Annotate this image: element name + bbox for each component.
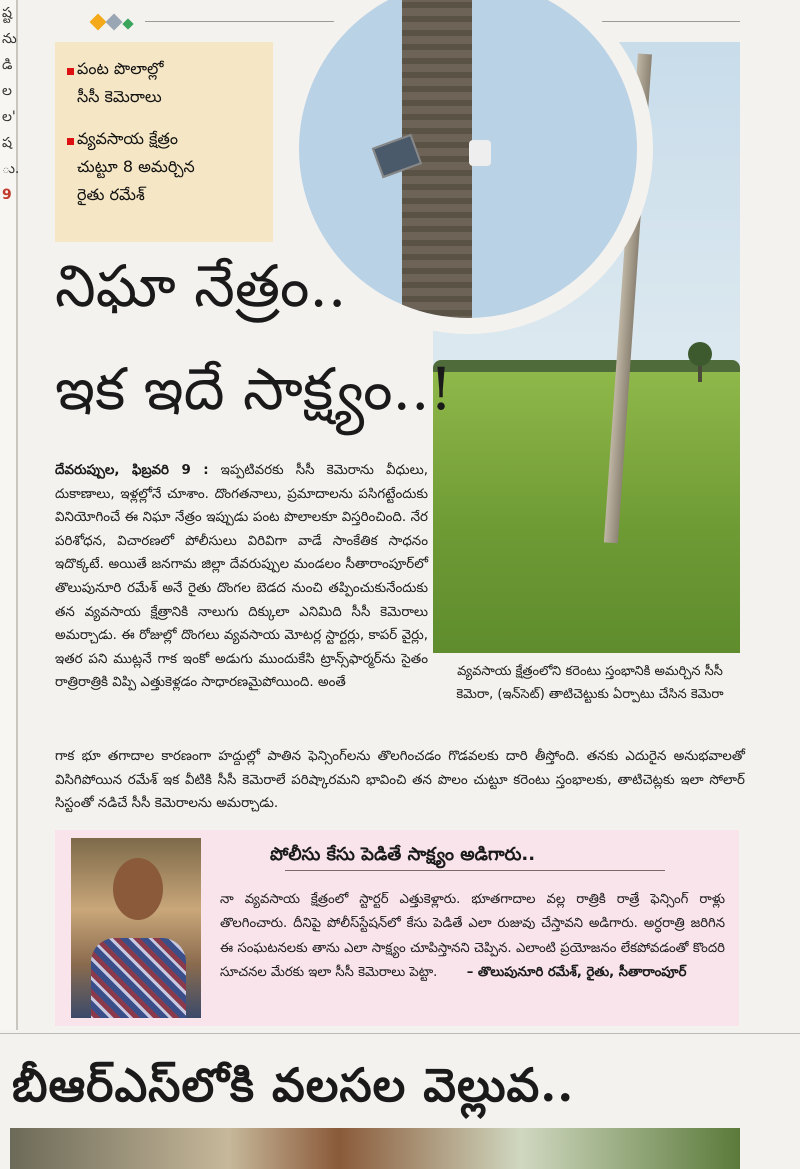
- adjacent-char: ల': [2, 109, 16, 125]
- bullet-icon: [67, 138, 74, 145]
- highlight-line: వ్యవసాయ క్షేత్రం: [77, 129, 178, 148]
- adjacent-column: [0, 0, 18, 1030]
- adjacent-char: ను: [2, 31, 17, 47]
- farmer-photo: [71, 838, 201, 1018]
- bullet-icon: [67, 68, 74, 75]
- diamond-icon: [122, 18, 133, 29]
- highlight-line: పంట పొలాల్లో: [77, 59, 164, 78]
- cctv-camera-icon: [469, 140, 491, 166]
- adjacent-char: ు.: [2, 161, 20, 177]
- second-headline: బీఆర్ఎస్‌లోకి వలసల వెల్లువ..: [12, 1058, 575, 1112]
- diamond-icon: [90, 14, 107, 31]
- adjacent-char: 9: [2, 187, 12, 203]
- highlights-box: [55, 42, 273, 242]
- quote-rule: [285, 870, 665, 871]
- headline-line1: నిఘా నేత్రం..: [55, 252, 347, 320]
- article-body-continued: గాక భూ తగాదాల కారణంగా హద్దుల్లో పాతిన ఫెన్సింగ్‌లను తొలగించడం గొడవలకు దారి తీస్తోంది. తనకు ఎదురైన అనుభవాలతో విసిగిపోయిన రమేశ్ ఇక వీటికి సీసీ కెమెరాలే పరిష్కారమని భావించి తన పొలం చుట్టూ కరెంటు స్తంభాలకు, తాటిచెట్లకు ఇలా సోలార్ సిస్టంతో నడిచే సీసీ కెమెరాలను అమర్చాడు.: [55, 749, 745, 812]
- diamond-icon: [106, 14, 123, 31]
- section-diamonds: [92, 13, 136, 32]
- adjacent-char: ల: [2, 83, 12, 99]
- second-article-photo: [10, 1128, 740, 1169]
- section-divider: [0, 1033, 800, 1034]
- photo-caption: వ్యవసాయ క్షేత్రంలోని కరెంటు స్తంభానికి అమర్చిన సీసీ కెమెరా, (ఇన్‌సెట్) తాటిచెట్టుకు ఏర్పాటు చేసిన కెమెరా: [456, 664, 724, 702]
- dateline: దేవరుప్పుల, ఫిబ్రవరి 9 :: [55, 463, 209, 478]
- article-body: [55, 459, 428, 695]
- adjacent-char: డి: [2, 57, 13, 73]
- adjacent-char: ష: [2, 135, 12, 151]
- quote-title: పోలీసు కేసు పెడితే సాక్ష్యం అడిగారు..: [270, 844, 536, 865]
- quote-box: [55, 830, 739, 1026]
- quote-text: [220, 888, 725, 986]
- palm-tree-icon: [685, 342, 715, 382]
- quote-body: నా వ్యవసాయ క్షేత్రంలో స్టార్టర్ ఎత్తుకెళ్లారు. భూతగాదాల వల్ల రాత్రికి రాత్రే ఫెన్సింగ్ రాళ్లు తొలగించారు. దీనిపై పోలీస్‌స్టేషన్‌లో కేసు పెడితే ఎలా రుజువు చేస్తావని అడిగారు. అర్ధరాత్రి జరిగిన ఈ సంఘటనలకు తాను ఎలా సాక్ష్యం చూపిస్తానని చెప్పిన. ఎలాంటి ప్రయోజనం లేకపోవడంతో కొందరి సూచనల మేరకు ఇలా సీసీ కెమెరాలు పెట్టా.: [220, 892, 725, 981]
- highlight-line: చుట్టూ 8 అమర్చిన: [77, 157, 195, 176]
- quote-attribution: – తొలుపునూరి రమేశ్, రైతు, సీతారాంపూర్: [466, 965, 687, 981]
- headline-line2: ఇక ఇదే సాక్ష్యం..!: [55, 355, 453, 423]
- article-paragraph: ఇప్పటివరకు సీసీ కెమెరాను వీధులు, దుకాణాలు, ఇళ్లల్లోనే చూశాం. దొంగతనాలు, ప్రమాదాలను పసిగట్టేందుకు వినియోగించే ఈ నిఘా నేత్రం ఇప్పుడు పంట పొలాలకూ విస్తరించింది. నేర పరిశోధన, విచారణలో పోలీసులు విరివిగా వాడే సాంకేతిక సాధనం ఇదొక్కటే. అయితే జనగామ జిల్లా దేవరుప్పుల మండలం సీతారాంపూర్‌లో తొలుపునూరి రమేశ్ అనే రైతు దొంగల బెడద నుంచి తప్పించుకునేందుకు తన వ్యవసాయ క్షేత్రానికి నాలుగు దిక్కులా ఎనిమిది సీసీ కెమెరాలు అమర్చాడు. ఈ రోజుల్లో దొంగలు వ్యవసాయ మోటర్ల స్టార్టర్లు, కాపర్ వైర్లు, ఇతర పని ముట్లనే గాక ఇంకో అడుగు ముందుకేసి ట్రాన్స్‌ఫార్మర్‌ను సైతం రాత్రిరాత్రికి విప్పి ఎత్తుకెళ్లడం సాధారణమైపోయింది. అంతే: [55, 463, 428, 691]
- adjacent-char: ష్ట: [2, 5, 12, 21]
- highlight-line: సీసీ కెమెరాలు: [77, 87, 162, 106]
- highlight-line: రైతు రమేశ్: [77, 185, 145, 204]
